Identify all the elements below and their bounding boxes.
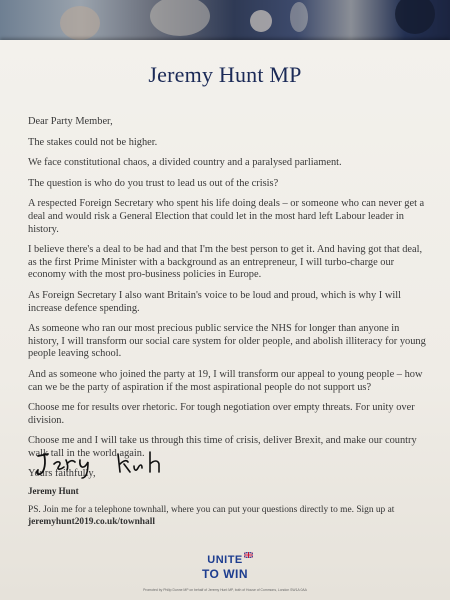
paragraph: Choose me for results over rhetoric. For tough negotiation over empty threats. For unity over division. bbox=[28, 402, 415, 426]
union-flag-icon bbox=[244, 552, 253, 558]
paragraph: As Foreign Secretary I also want Britain's voice to be loud and proud, which is why I will increase defence spending. bbox=[28, 289, 401, 314]
paragraph: I believe there's a deal to be had and that I'm the best person to get it. And having got that deal, as the first Prime Minister with a background as an entrepreneur, I will turbo-charge our economy with the most pro-business policies in Europe. bbox=[28, 244, 423, 281]
salutation: Dear Party Member, bbox=[28, 116, 113, 127]
unite-to-win-logo bbox=[190, 552, 260, 584]
letter-title: Jeremy Hunt MP bbox=[148, 62, 302, 87]
logo-line-1: UNITE bbox=[207, 554, 243, 566]
paragraph: As someone who ran our most precious public service the NHS for longer than anyone in history, I will transform our social care system for older people, and abolish illiteracy for young people leaving school. bbox=[28, 323, 426, 360]
paragraph: A respected Foreign Secretary who spent his life doing deals – or someone who can never get a deal and would risk a General Election that could let in the most hard left Labour leader in history. bbox=[28, 198, 425, 235]
handwritten-signature bbox=[32, 446, 182, 480]
paragraph: Choose me and I will take us through this time of crisis, deliver Brexit, and make our country walk tall in the world again. bbox=[28, 435, 417, 459]
signer-name: Jeremy Hunt bbox=[28, 486, 79, 496]
imprint-line: Promoted by Philip Dunne MP on behalf of Jeremy Hunt MP, both of House of Commons, London SW1A 0AA bbox=[143, 588, 307, 592]
letter-body bbox=[28, 116, 430, 489]
logo-line-2: TO WIN bbox=[201, 567, 249, 581]
paragraph: The stakes could not be higher. bbox=[28, 136, 158, 148]
paragraph: And as someone who joined the party at 19, I will transform our appeal to young people – how can we be the party of aspiration if the most aspirational people do not support us? bbox=[28, 368, 423, 393]
ps-text: PS. Join me for a telephone townhall, where you can put your questions directly to me. Sign up at bbox=[28, 505, 395, 515]
header-photo bbox=[0, 0, 450, 44]
paragraph: The question is who do you trust to lead us out of the crisis? bbox=[28, 177, 279, 189]
closing: Yours faithfully, bbox=[28, 468, 96, 480]
townhall-link[interactable]: jeremyhunt2019.co.uk/townhall bbox=[28, 516, 155, 527]
postscript bbox=[28, 505, 428, 528]
paragraph: We face constitutional chaos, a divided country and a paralysed parliament. bbox=[28, 157, 342, 169]
